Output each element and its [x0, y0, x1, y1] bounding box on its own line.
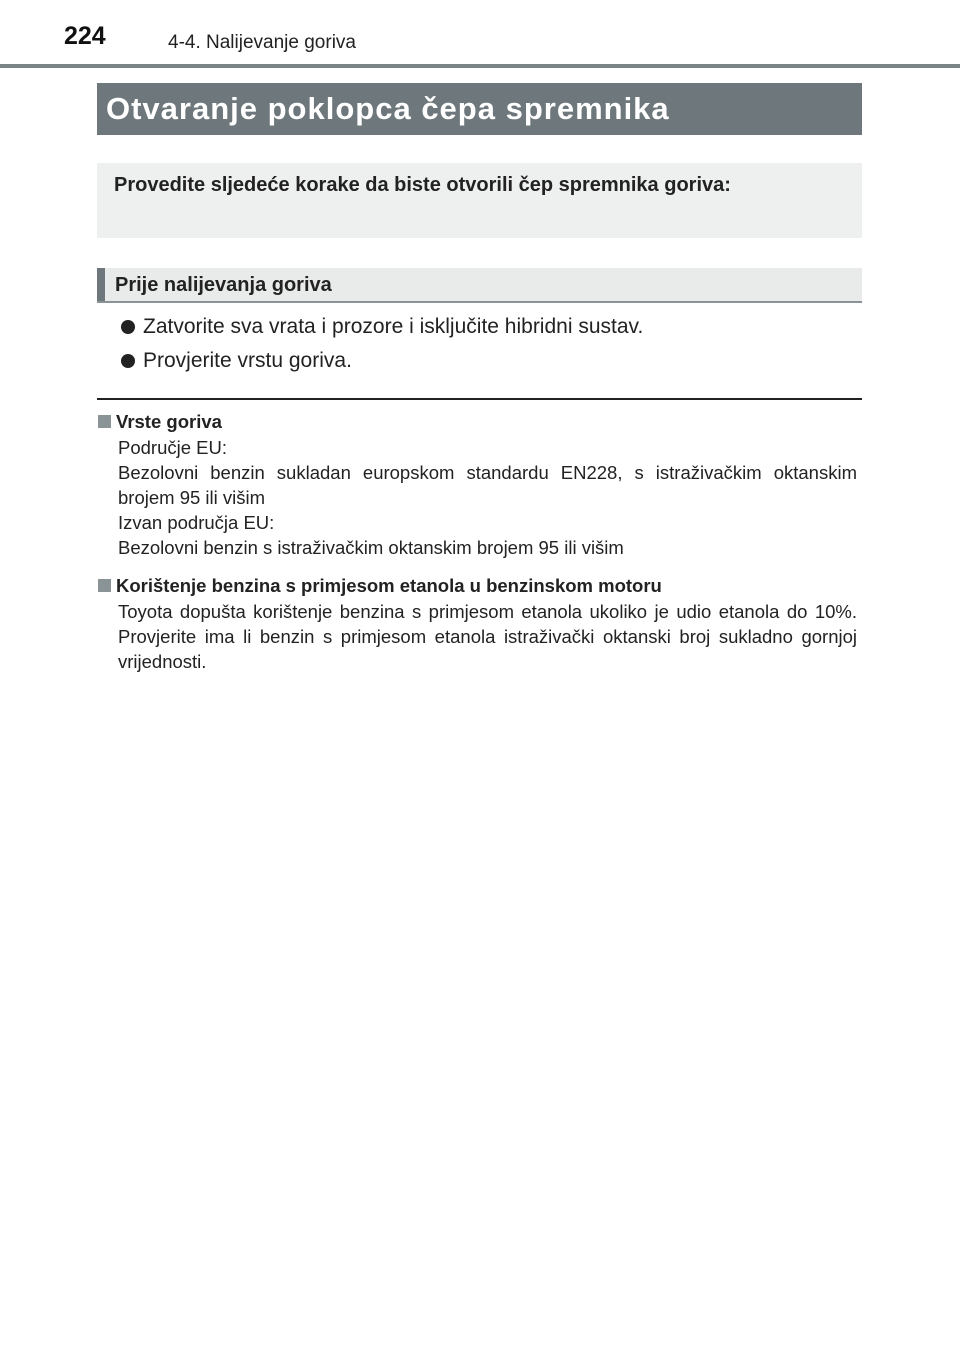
square-bullet-icon	[98, 579, 111, 592]
note-body	[97, 435, 857, 560]
bullet-text: Zatvorite sva vrata i prozore i isključite hibridni sustav.	[143, 315, 644, 338]
note-body: Toyota dopušta korištenje benzina s primjesom etanola ukoliko je udio etanola do 10%. Provjerite ima li benzin s primjesom etanola istraživački oktanski broj sukladno gornjoj vrijednosti.	[118, 601, 857, 672]
note-heading-text: Korištenje benzina s primjesom etanola u benzinskom motoru	[116, 575, 662, 596]
note-heading-text: Vrste goriva	[116, 411, 222, 432]
bullet-item	[121, 344, 861, 378]
note-heading	[97, 572, 857, 599]
square-bullet-icon	[98, 415, 111, 428]
section-title: Otvaranje poklopca čepa spremnika	[97, 83, 862, 135]
note-line: Područje EU:	[118, 437, 227, 458]
bullet-dot-icon	[121, 320, 135, 334]
bullet-text: Provjerite vrstu goriva.	[143, 349, 352, 372]
note-ethanol	[97, 572, 857, 674]
page-number: 224	[64, 22, 106, 50]
note-line: Izvan područja EU:	[118, 512, 275, 533]
bullet-dot-icon	[121, 354, 135, 368]
subsection-title: Prije nalijevanja goriva	[115, 274, 332, 296]
intro-box: Provedite sljedeće korake da biste otvorili čep spremnika goriva:	[97, 163, 862, 238]
bullet-list	[121, 310, 861, 378]
note-line: Bezolovni benzin sukladan europskom standardu EN228, s istraživačkim oktanskim brojem 95 ili višim	[118, 462, 857, 508]
note-fuel-types	[97, 408, 857, 560]
notes	[97, 408, 857, 686]
header-rule	[0, 64, 960, 68]
note-line: Bezolovni benzin s istraživačkim oktanskim brojem 95 ili višim	[118, 537, 624, 558]
bullet-item	[121, 310, 861, 344]
note-heading	[97, 408, 857, 435]
section-reference: 4-4. Nalijevanje goriva	[168, 32, 356, 53]
divider	[97, 398, 862, 400]
subsection-accent	[97, 268, 105, 301]
subsection-header	[97, 268, 862, 303]
